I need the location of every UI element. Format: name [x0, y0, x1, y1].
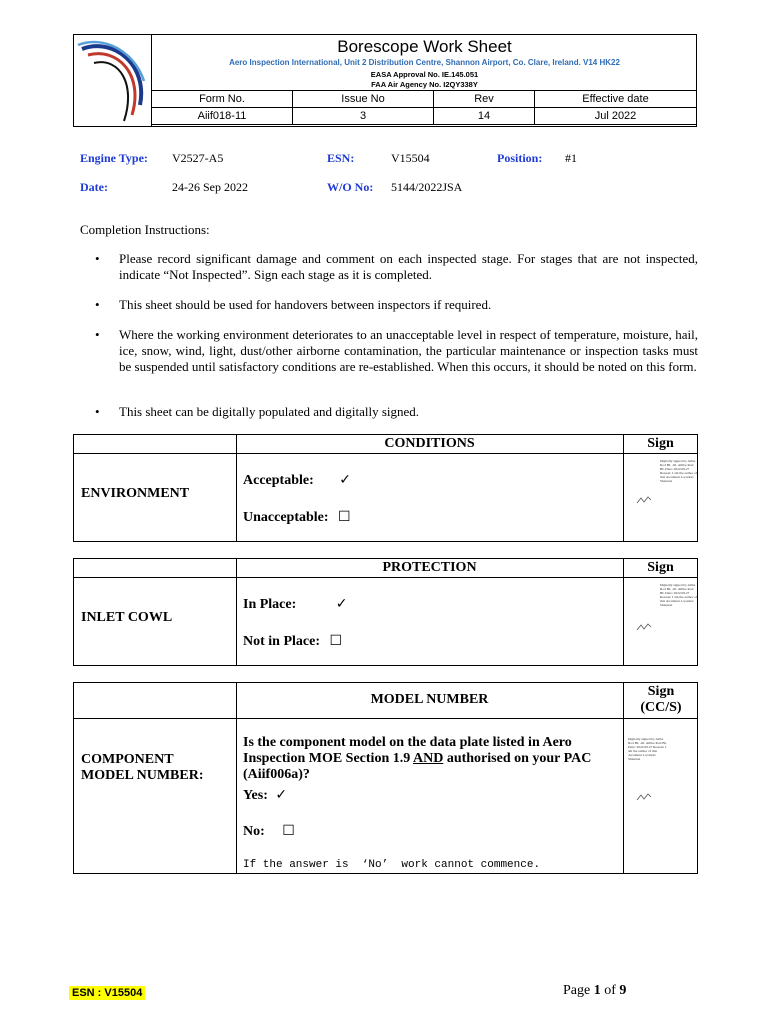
yes-checkbox[interactable]: ✓: [275, 787, 288, 803]
acceptable-checkbox[interactable]: ✓: [339, 472, 351, 488]
instruction-item: Please record significant damage and comment on each inspected stage. For stages that are not inspected, indicate “Not Inspected”. Sign each stage as it is completed.: [119, 251, 698, 282]
in-place-label: In Place:: [243, 597, 297, 612]
signature-scribble-icon: [636, 619, 652, 637]
model-question: [243, 735, 615, 783]
inlet-cowl-table: [73, 558, 698, 666]
faa-agency: FAA Air Agency No. I2QY338Y: [371, 80, 478, 89]
question-text: authorised on your PAC (Aiif006a)?: [243, 751, 592, 782]
page-total: 9: [619, 983, 627, 998]
inlet-cowl-label: INLET COWL: [81, 610, 173, 625]
question-text: Is the component model on the data plate listed in Aero Inspection MOE Section 1.9: [243, 735, 572, 766]
engine-type-label: Engine Type:: [80, 151, 148, 165]
digital-signature: Digitally signed by Ailbe Rod BL .Ol. Aillbe Rod BL Date: 2022.09.27 Reason: I am the author of this document Location: Shannon: [628, 737, 667, 761]
sign-header: Sign: [647, 560, 674, 575]
bullet-icon: •: [95, 327, 100, 342]
esn-footer-tag: ESN : V15504: [69, 986, 145, 1000]
not-in-place-label: Not in Place:: [243, 634, 320, 649]
engine-type-value: V2527-A5: [172, 151, 224, 165]
issue-no-value: 3: [293, 108, 434, 125]
not-in-place-checkbox[interactable]: ☐: [329, 633, 343, 649]
model-number-label: MODEL NUMBER:: [81, 768, 204, 783]
position-label: Position:: [497, 151, 543, 165]
wo-label: W/O No:: [327, 180, 374, 194]
component-label: COMPONENT: [81, 752, 174, 767]
conditions-header: CONDITIONS: [384, 436, 475, 451]
unacceptable-checkbox[interactable]: ☐: [338, 509, 351, 525]
rev-value: 14: [434, 108, 535, 125]
page-prefix: Page: [563, 983, 594, 998]
form-no-value: Aiif018-11: [152, 108, 293, 125]
model-number-table: [73, 682, 698, 874]
header-box: [73, 34, 697, 127]
in-place-checkbox[interactable]: ✓: [335, 596, 348, 612]
instruction-item: This sheet can be digitally populated and digitally signed.: [119, 404, 420, 419]
bullet-icon: •: [95, 251, 100, 266]
sign-header: Sign: [647, 436, 674, 451]
issue-no-header: Issue No: [293, 91, 434, 108]
signature-scribble-icon: [636, 789, 652, 807]
effective-date-value: Jul 2022: [535, 108, 697, 125]
esn-value: V15504: [391, 151, 430, 165]
question-and: AND: [412, 751, 444, 766]
digital-signature: Digitally signed by Ailbe Rod BL .Ol. Aillbe Rod BL Date: 2022.09.27 Reason: I am the author of this document Location: Shannon: [660, 459, 698, 483]
model-number-header: MODEL NUMBER: [370, 692, 489, 707]
easa-approval: EASA Approval No. IE.145.051: [370, 70, 479, 79]
bullet-icon: •: [95, 297, 100, 312]
sign-cc-s-header: Sign (CC/S): [640, 684, 682, 715]
form-info-table: [151, 90, 697, 125]
wo-value: 5144/2022JSA: [391, 180, 463, 194]
no-checkbox[interactable]: ☐: [282, 823, 295, 839]
commence-note: If the answer is ‘No’ work cannot commence.: [243, 859, 541, 871]
position-value: #1: [565, 151, 577, 165]
page-number: [563, 983, 626, 999]
acceptable-label: Acceptable:: [243, 473, 314, 488]
digital-signature: Digitally signed by Ailbe Rod BL .Ol. Aillbe Rod BL Date: 2022.09.27 Reason: I am the author of this document Location: Shannon: [660, 583, 698, 607]
signature-scribble-icon: [636, 492, 652, 510]
environment-label: ENVIRONMENT: [81, 486, 190, 501]
rev-header: Rev: [434, 91, 535, 108]
company-address: Aero Inspection International, Unit 2 Distribution Centre, Shannon Airport, Co. Clare, Ireland. V14 HK22: [229, 58, 620, 67]
protection-header: PROTECTION: [382, 560, 477, 575]
instructions-heading: Completion Instructions:: [80, 222, 210, 237]
instruction-item: Where the working environment deteriorates to an unacceptable level in respect of temperature, moisture, hail, ice, snow, wind, light, dust/other airborne contamination, the particular maintenance or inspection tasks must be suspended until satisfactory conditions are re-established. When this occurs, it should be noted on this form.: [119, 327, 698, 374]
document-title: Borescope Work Sheet: [337, 37, 512, 56]
no-label: No:: [243, 824, 265, 839]
page-current: 1: [593, 983, 601, 998]
yes-label: Yes:: [243, 788, 268, 803]
date-label: Date:: [80, 180, 108, 194]
date-value: 24-26 Sep 2022: [172, 180, 248, 194]
esn-label: ESN:: [327, 151, 355, 165]
bullet-icon: •: [95, 404, 100, 419]
instruction-item: This sheet should be used for handovers between inspectors if required.: [119, 297, 492, 312]
page-mid: of: [600, 983, 620, 998]
company-logo: [74, 35, 152, 126]
effective-date-header: Effective date: [535, 91, 697, 108]
form-no-header: Form No.: [152, 91, 293, 108]
environment-table: [73, 434, 698, 542]
unacceptable-label: Unacceptable:: [243, 510, 329, 525]
